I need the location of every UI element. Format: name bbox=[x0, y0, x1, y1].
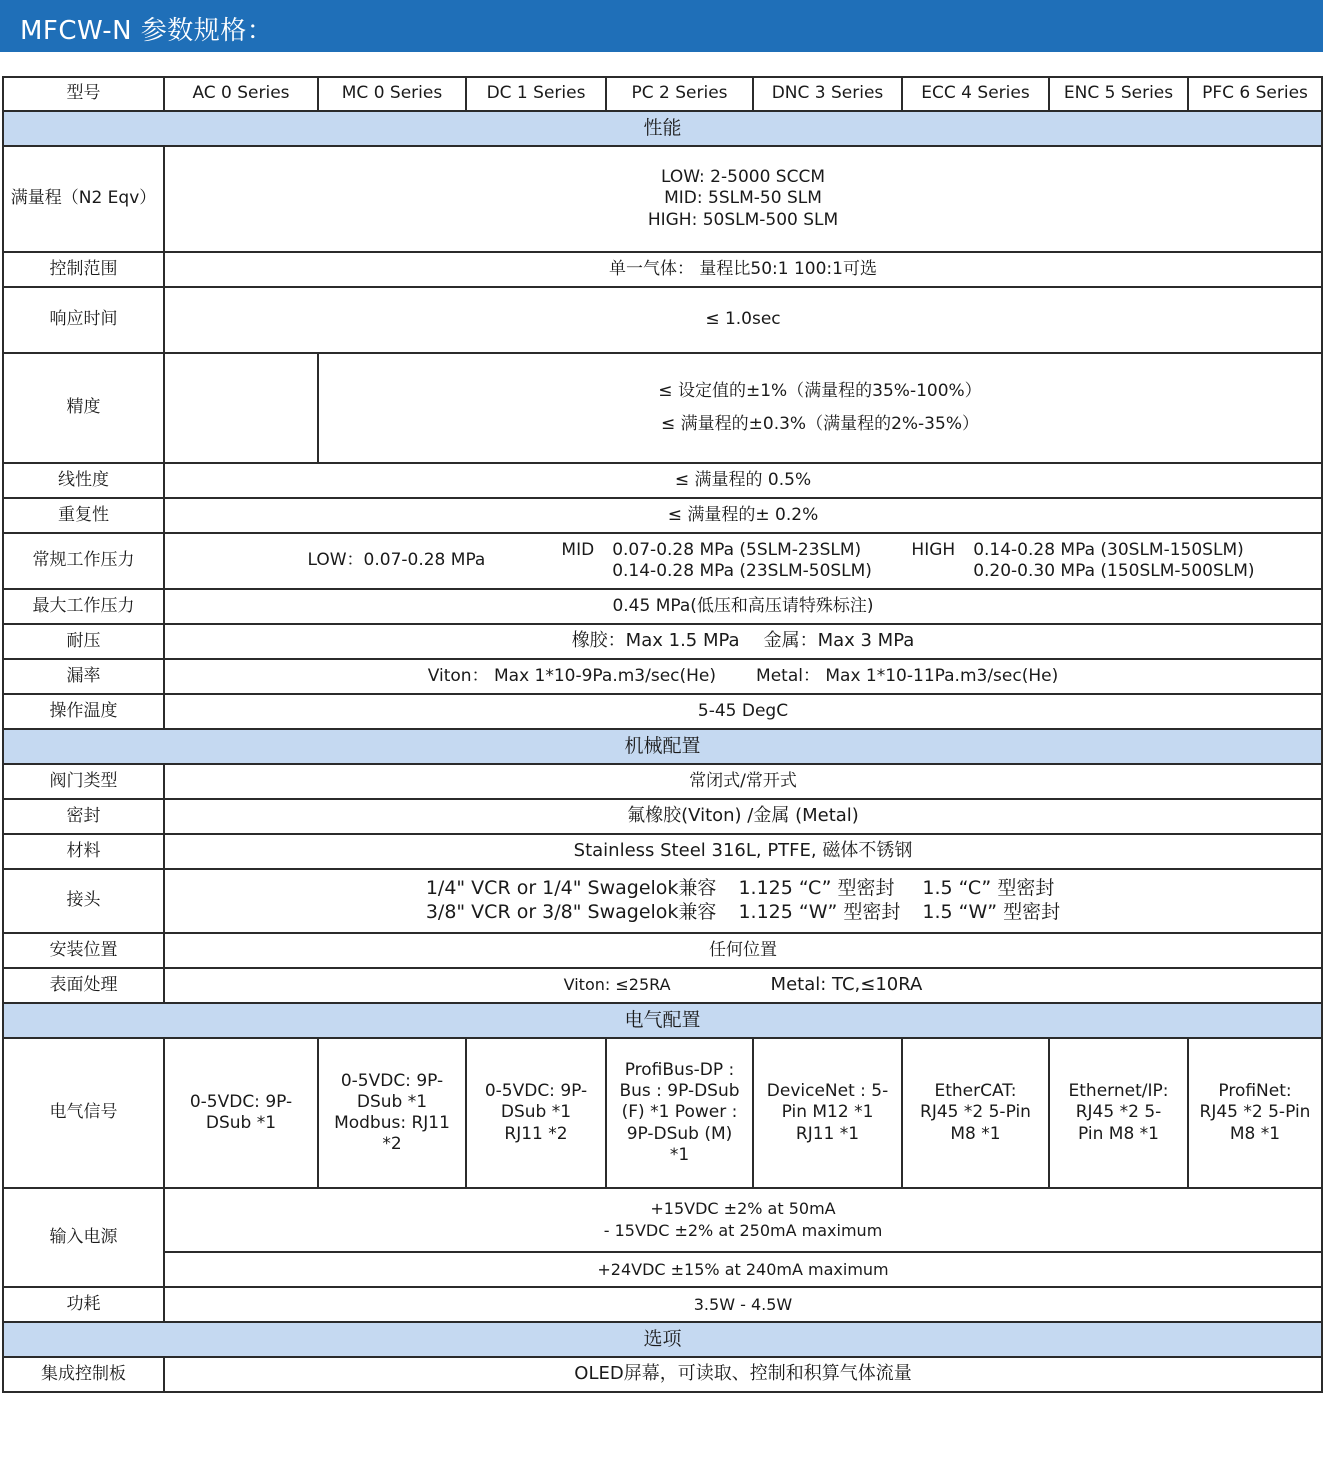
accuracy-line-2: ≤ 满量程的±0.3%（满量程的2%-35%） bbox=[661, 414, 979, 434]
proof-rubber: 橡胶：Max 1.5 MPa bbox=[571, 630, 740, 652]
fitting-vcr-3-8: 3/8" VCR or 3/8" Swagelok兼容 bbox=[425, 901, 717, 923]
value-power-supply-24v: +24VDC ±15% at 240mA maximum bbox=[164, 1252, 1322, 1287]
row-proof-pressure bbox=[3, 624, 1322, 659]
signal-enc5: Ethernet/IP: RJ45 *2 5-Pin M8 *1 bbox=[1049, 1038, 1188, 1188]
value-power-supply-15v bbox=[164, 1188, 1322, 1252]
page-title: MFCW-N 参数规格： bbox=[20, 16, 274, 46]
section-row-mechanical bbox=[3, 729, 1322, 764]
leak-metal: Metal： Max 1*10-11Pa.m3/sec(He) bbox=[756, 665, 1059, 686]
label-material: 材料 bbox=[3, 834, 164, 869]
row-valve-type bbox=[3, 764, 1322, 799]
signal-ecc4: EtherCAT: RJ45 *2 5-Pin M8 *1 bbox=[902, 1038, 1049, 1188]
accuracy-line-1: ≤ 设定值的±1%（满量程的35%-100%） bbox=[658, 380, 982, 401]
full-scale-low: LOW: 2-5000 SCCM bbox=[660, 167, 825, 188]
label-valve-type: 阀门类型 bbox=[3, 764, 164, 799]
label-operating-temp: 操作温度 bbox=[3, 694, 164, 729]
section-options: 选项 bbox=[3, 1322, 1322, 1357]
series-pc2: PC 2 Series bbox=[606, 77, 753, 111]
label-proof-pressure: 耐压 bbox=[3, 624, 164, 659]
label-accuracy: 精度 bbox=[3, 353, 164, 463]
row-power-supply-a bbox=[3, 1188, 1322, 1252]
row-repeatability bbox=[3, 498, 1322, 533]
label-linearity: 线性度 bbox=[3, 463, 164, 498]
value-leak-rate bbox=[164, 659, 1322, 694]
label-working-pressure: 常规工作压力 bbox=[3, 533, 164, 589]
row-linearity bbox=[3, 463, 1322, 498]
series-ecc4: ECC 4 Series bbox=[902, 77, 1049, 111]
series-mc0: MC 0 Series bbox=[318, 77, 466, 111]
label-response-time: 响应时间 bbox=[3, 287, 164, 353]
power-minus-15v: - 15VDC ±2% at 250mA maximum bbox=[603, 1221, 883, 1240]
row-integrated-board bbox=[3, 1357, 1322, 1392]
row-response-time bbox=[3, 287, 1322, 353]
fitting-w-seal-15: 1.5 “W” 型密封 bbox=[922, 901, 1061, 923]
title-banner bbox=[0, 0, 1323, 52]
signal-dnc3: DeviceNet : 5-Pin M12 *1 RJ11 *1 bbox=[753, 1038, 902, 1188]
label-max-pressure: 最大工作压力 bbox=[3, 589, 164, 624]
value-surface bbox=[164, 968, 1322, 1003]
leak-viton: Viton： Max 1*10-9Pa.m3/sec(He) bbox=[427, 665, 717, 686]
signal-ac0: 0-5VDC: 9P-DSub *1 bbox=[164, 1038, 318, 1188]
pressure-mid-line-1: 0.07-0.28 MPa (5SLM-23SLM) bbox=[612, 539, 862, 560]
section-electrical: 电气配置 bbox=[3, 1003, 1322, 1038]
label-repeatability: 重复性 bbox=[3, 498, 164, 533]
signal-pfc6: ProfiNet: RJ45 *2 5-Pin M8 *1 bbox=[1188, 1038, 1322, 1188]
row-electrical-signal bbox=[3, 1038, 1322, 1188]
row-full-scale bbox=[3, 146, 1322, 252]
value-repeatability: ≤ 满量程的± 0.2% bbox=[164, 498, 1322, 533]
label-integrated-board: 集成控制板 bbox=[3, 1357, 164, 1392]
section-row-options bbox=[3, 1322, 1322, 1357]
label-electrical-signal: 电气信号 bbox=[3, 1038, 164, 1188]
value-linearity: ≤ 满量程的 0.5% bbox=[164, 463, 1322, 498]
label-mount-position: 安装位置 bbox=[3, 933, 164, 968]
row-working-pressure bbox=[3, 533, 1322, 589]
value-integrated-board: OLED屏幕，可读取、控制和积算气体流量 bbox=[164, 1357, 1322, 1392]
value-proof-pressure bbox=[164, 624, 1322, 659]
value-full-scale bbox=[164, 146, 1322, 252]
signal-mc0: 0-5VDC: 9P-DSub *1 Modbus: RJ11 *2 bbox=[318, 1038, 466, 1188]
row-leak-rate bbox=[3, 659, 1322, 694]
value-response-time: ≤ 1.0sec bbox=[164, 287, 1322, 353]
power-plus-15v: +15VDC ±2% at 50mA bbox=[650, 1198, 836, 1218]
pressure-high-key: HIGH bbox=[911, 539, 956, 560]
signal-dc1: 0-5VDC: 9P-DSub *1 RJ11 *2 bbox=[466, 1038, 606, 1188]
full-scale-high: HIGH: 50SLM-500 SLM bbox=[647, 209, 839, 230]
signal-pc2: ProfiBus-DP : Bus : 9P-DSub (F) *1 Power : 9P-DSub (M) *1 bbox=[606, 1038, 753, 1188]
value-operating-temp: 5-45 DegC bbox=[164, 694, 1322, 729]
proof-metal: 金属：Max 3 MPa bbox=[763, 630, 915, 652]
section-mechanical: 机械配置 bbox=[3, 729, 1322, 764]
series-dc1: DC 1 Series bbox=[466, 77, 606, 111]
fitting-w-seal-1125: 1.125 “W” 型密封 bbox=[738, 901, 901, 923]
fitting-vcr-1-4: 1/4" VCR or 1/4" Swagelok兼容 bbox=[425, 877, 717, 900]
row-control-range bbox=[3, 252, 1322, 287]
value-mount-position: 任何位置 bbox=[164, 933, 1322, 968]
row-material bbox=[3, 834, 1322, 869]
row-accuracy bbox=[3, 353, 1322, 463]
surface-metal: Metal: TC,≤10RA bbox=[770, 974, 923, 996]
value-working-pressure bbox=[164, 533, 1322, 589]
spec-table bbox=[2, 76, 1323, 1393]
series-dnc3: DNC 3 Series bbox=[753, 77, 902, 111]
series-pfc6: PFC 6 Series bbox=[1188, 77, 1322, 111]
label-surface: 表面处理 bbox=[3, 968, 164, 1003]
value-valve-type: 常闭式/常开式 bbox=[164, 764, 1322, 799]
accuracy-blank-cell bbox=[164, 353, 318, 463]
label-leak-rate: 漏率 bbox=[3, 659, 164, 694]
label-control-range: 控制范围 bbox=[3, 252, 164, 287]
model-label: 型号 bbox=[3, 77, 164, 111]
value-seal: 氟橡胶(Viton) /金属 (Metal) bbox=[164, 799, 1322, 834]
pressure-mid-line-2: 0.14-0.28 MPa (23SLM-50SLM) bbox=[612, 561, 872, 581]
row-fitting bbox=[3, 869, 1322, 933]
row-power-consumption bbox=[3, 1287, 1322, 1322]
pressure-mid-key: MID bbox=[561, 539, 595, 560]
section-row-electrical bbox=[3, 1003, 1322, 1038]
value-max-pressure: 0.45 MPa(低压和高压请特殊标注) bbox=[164, 589, 1322, 624]
value-fitting bbox=[164, 869, 1322, 933]
fitting-c-seal-1125: 1.125 “C” 型密封 bbox=[738, 877, 895, 900]
pressure-high-line-1: 0.14-0.28 MPa (30SLM-150SLM) bbox=[973, 539, 1244, 560]
row-max-pressure bbox=[3, 589, 1322, 624]
row-seal bbox=[3, 799, 1322, 834]
series-enc5: ENC 5 Series bbox=[1049, 77, 1188, 111]
header-row bbox=[3, 77, 1322, 111]
fitting-c-seal-15: 1.5 “C” 型密封 bbox=[922, 877, 1055, 900]
value-power-consumption: 3.5W - 4.5W bbox=[164, 1287, 1322, 1322]
section-performance: 性能 bbox=[3, 111, 1322, 146]
series-ac0: AC 0 Series bbox=[164, 77, 318, 111]
row-operating-temp bbox=[3, 694, 1322, 729]
row-mount-position bbox=[3, 933, 1322, 968]
label-full-scale: 满量程（N2 Eqv） bbox=[3, 146, 164, 252]
row-surface bbox=[3, 968, 1322, 1003]
surface-viton: Viton: ≤25RA bbox=[563, 975, 671, 995]
section-row-performance bbox=[3, 111, 1322, 146]
value-control-range: 单一气体： 量程比50:1 100:1可选 bbox=[164, 252, 1322, 287]
pressure-high-line-2: 0.20-0.30 MPa (150SLM-500SLM) bbox=[973, 561, 1255, 581]
pressure-low: LOW：0.07-0.28 MPa bbox=[307, 550, 486, 571]
row-power-supply-b bbox=[3, 1252, 1322, 1287]
full-scale-mid: MID: 5SLM-50 SLM bbox=[664, 188, 822, 209]
label-power-supply: 输入电源 bbox=[3, 1188, 164, 1287]
value-material: Stainless Steel 316L, PTFE, 磁体不锈钢 bbox=[164, 834, 1322, 869]
label-seal: 密封 bbox=[3, 799, 164, 834]
value-accuracy bbox=[318, 353, 1322, 463]
label-fitting: 接头 bbox=[3, 869, 164, 933]
label-power-consumption: 功耗 bbox=[3, 1287, 164, 1322]
